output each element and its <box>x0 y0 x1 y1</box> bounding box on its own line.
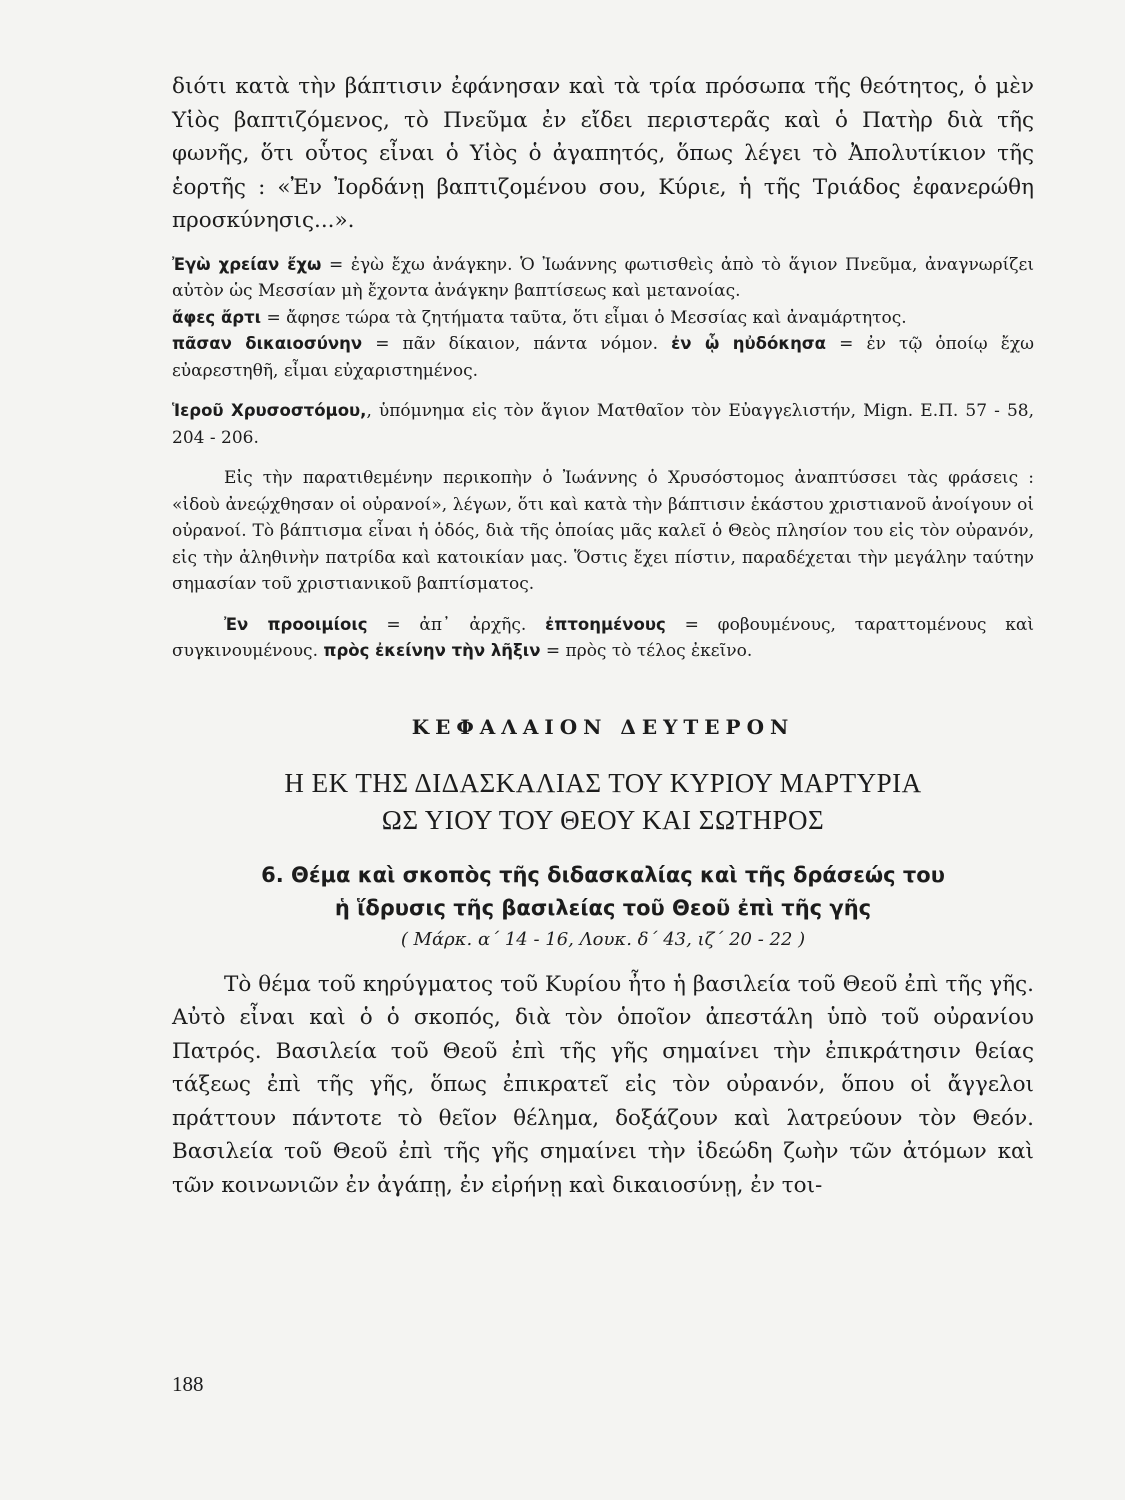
note-ego-chreian <box>172 252 1034 305</box>
note-afes-arti <box>172 305 1034 332</box>
note-term: ἄφες ἄρτι <box>172 307 262 327</box>
body-paragraph-1: διότι κατὰ τὴν βάπτισιν ἐφάνησαν καὶ τὰ τρία πρόσωπα τῆς θεότητος, ὁ μὲν Υἱὸς βαπτιζόμενος, τὸ Πνεῦμα ἐν εἴδει περιστερᾶς καὶ ὁ Πατὴρ διὰ τῆς φωνῆς, ὅτι οὗτος εἶναι ὁ Υἱὸς ὁ ἀγαπητός, ὅπως λέγει τὸ Ἀπολυτίκιον τῆς ἑορτῆς : «Ἐν Ἰορδάνῃ βαπτιζομένου σου, Κύριε, ἡ τῆς Τριάδος ἐφανερώθη προσκύνησις...». <box>172 74 1034 233</box>
note-text: , ὑπόμνημα εἰς τὸν ἅγιον Ματθαῖον τὸν Εὐαγγελιστήν, Mign. Ε.Π. 57 - 58, 204 - 206. <box>172 401 1034 448</box>
note-chrysostom <box>172 398 1034 451</box>
page-number: 188 <box>172 1372 204 1396</box>
chapter-heading: ΚΕΦΑΛΑΙΟΝ ΔΕΥΤΕΡΟΝ <box>411 714 795 739</box>
note-text: = ἀπ᾽ ἀρχῆς. <box>367 614 546 635</box>
note-term: Ἱεροῦ Χρυσοστόμου, <box>172 401 367 420</box>
section-heading <box>172 859 1034 925</box>
note-text: = πᾶν δίκαιον, πάντα νόμον. <box>362 334 672 354</box>
note-commentary: Εἰς τὴν παρατιθεμένην περικοπὴν ὁ Ἰωάννης ὁ Χρυσόστομος ἀναπτύσσει τὰς φράσεις : «ἰδοὺ ἀνεῴχθησαν οἱ οὐρανοί», λέγων, ὅτι καὶ κατὰ τὴν βάπτισιν ἑκάστου χριστιανοῦ ἀνοίγουν οἱ οὐρανοί. Τὸ βάπτισμα εἶναι ἡ ὁδός, διὰ τῆς ὁποίας μᾶς καλεῖ ὁ Θεὸς πλησίον του εἰς τὸν οὐρανόν, εἰς τὴν ἀληθινὴν πατρίδα καὶ κατοικίαν μας. Ὅστις ἔχει πίστιν, παραδέχεται τὴν μεγάλην ταύτην σημασίαν τοῦ χριστιανικοῦ βαπτίσματος. <box>172 468 1034 594</box>
chapter-title-line-1: Η ΕΚ ΤΗΣ ΔΙΔΑΣΚΑΛΙΑΣ ΤΟΥ ΚΥΡΙΟΥ ΜΑΡΤΥΡΙΑ <box>284 767 922 798</box>
body-paragraph-2: Τὸ θέμα τοῦ κηρύγματος τοῦ Κυρίου ἦτο ἡ βασιλεία τοῦ Θεοῦ ἐπὶ τῆς γῆς. Αὐτὸ εἶναι καὶ ὁ ὁ σκοπός, διὰ τὸν ὁποῖον ἀπεστάλη ὑπὸ τοῦ οὐρανίου Πατρός. Βασιλεία τοῦ Θεοῦ ἐπὶ τῆς γῆς σημαίνει τὴν ἐπικράτησιν θείας τάξεως ἐπὶ τῆς γῆς, ὅπως ἐπικρατεῖ εἰς τὸν οὐρανόν, ὅπου οἱ ἄγγελοι πράττουν πάντοτε τὸ θεῖον θέλημα, δοξάζουν καὶ λατρεύουν τὸν Θεόν. Βασιλεία τοῦ Θεοῦ ἐπὶ τῆς γῆς σημαίνει τὴν ἰδεώδη ζωὴν τῶν ἀτόμων καὶ τῶν κοινωνιῶν ἐν ἀγάπῃ, ἐν εἰρήνῃ καὶ δικαιοσύνῃ, ἐν τοι- <box>172 971 1034 1198</box>
scripture-reference: ( Μάρκ. α΄ 14 - 16, Λουκ. δ΄ 43, ιζ΄ 20 - 22 ) <box>400 928 806 950</box>
note-term: ἐν ᾧ ηὐδόκησα <box>671 334 826 353</box>
note-term: πρὸς ἐκείνην τὴν λῆξιν <box>323 641 541 660</box>
page-content <box>172 70 1034 1202</box>
note-text: = ἄφησε τώρα τὰ ζητήματα ταῦτα, ὅτι εἶμαι ὁ Μεσσίας καὶ ἀναμάρτητος. <box>261 307 907 328</box>
note-term: ἐπτοημένους <box>545 614 666 634</box>
note-text: = πρὸς τὸ τέλος ἐκεῖνο. <box>540 641 753 661</box>
note-pasan-dikaiosynin <box>172 331 1034 384</box>
note-text: = φοβουμένους, ταραττομένους καὶ συγκινουμένους. <box>172 614 1034 661</box>
section-heading-line-1: 6. Θέμα καὶ σκοπὸς τῆς διδασκαλίας καὶ τῆς δράσεώς του <box>261 862 945 887</box>
chapter-title <box>172 765 1034 839</box>
section-heading-line-2: ἡ ἵδρυσις τῆς βασιλείας τοῦ Θεοῦ ἐπὶ τῆς γῆς <box>334 895 872 920</box>
note-term: Ἐγὼ χρείαν ἔχω <box>172 254 322 274</box>
note-text: = ἐν τῷ ὁποίῳ ἔχω εὐαρεστηθῆ, εἶμαι εὐχαριστημένος. <box>172 334 1034 381</box>
chapter-title-line-2: ΩΣ ΥΙΟΥ ΤΟΥ ΘΕΟΥ ΚΑΙ ΣΩΤΗΡΟΣ <box>381 804 825 835</box>
note-term: Ἐν προοιμίοις <box>224 614 368 634</box>
note-text: = ἐγὼ ἔχω ἀνάγκην. Ὁ Ἰωάννης φωτισθεὶς ἀπὸ τὸ ἅγιον Πνεῦμα, ἀναγνωρίζει αὐτὸν ὡς Μεσσίαν μὴ ἔχοντα ἀνάγκην βαπτίσεως καὶ μετανοίας. <box>172 254 1034 301</box>
note-en-prooimiois <box>172 612 1034 665</box>
note-term: πᾶσαν δικαιοσύνην <box>172 334 363 353</box>
